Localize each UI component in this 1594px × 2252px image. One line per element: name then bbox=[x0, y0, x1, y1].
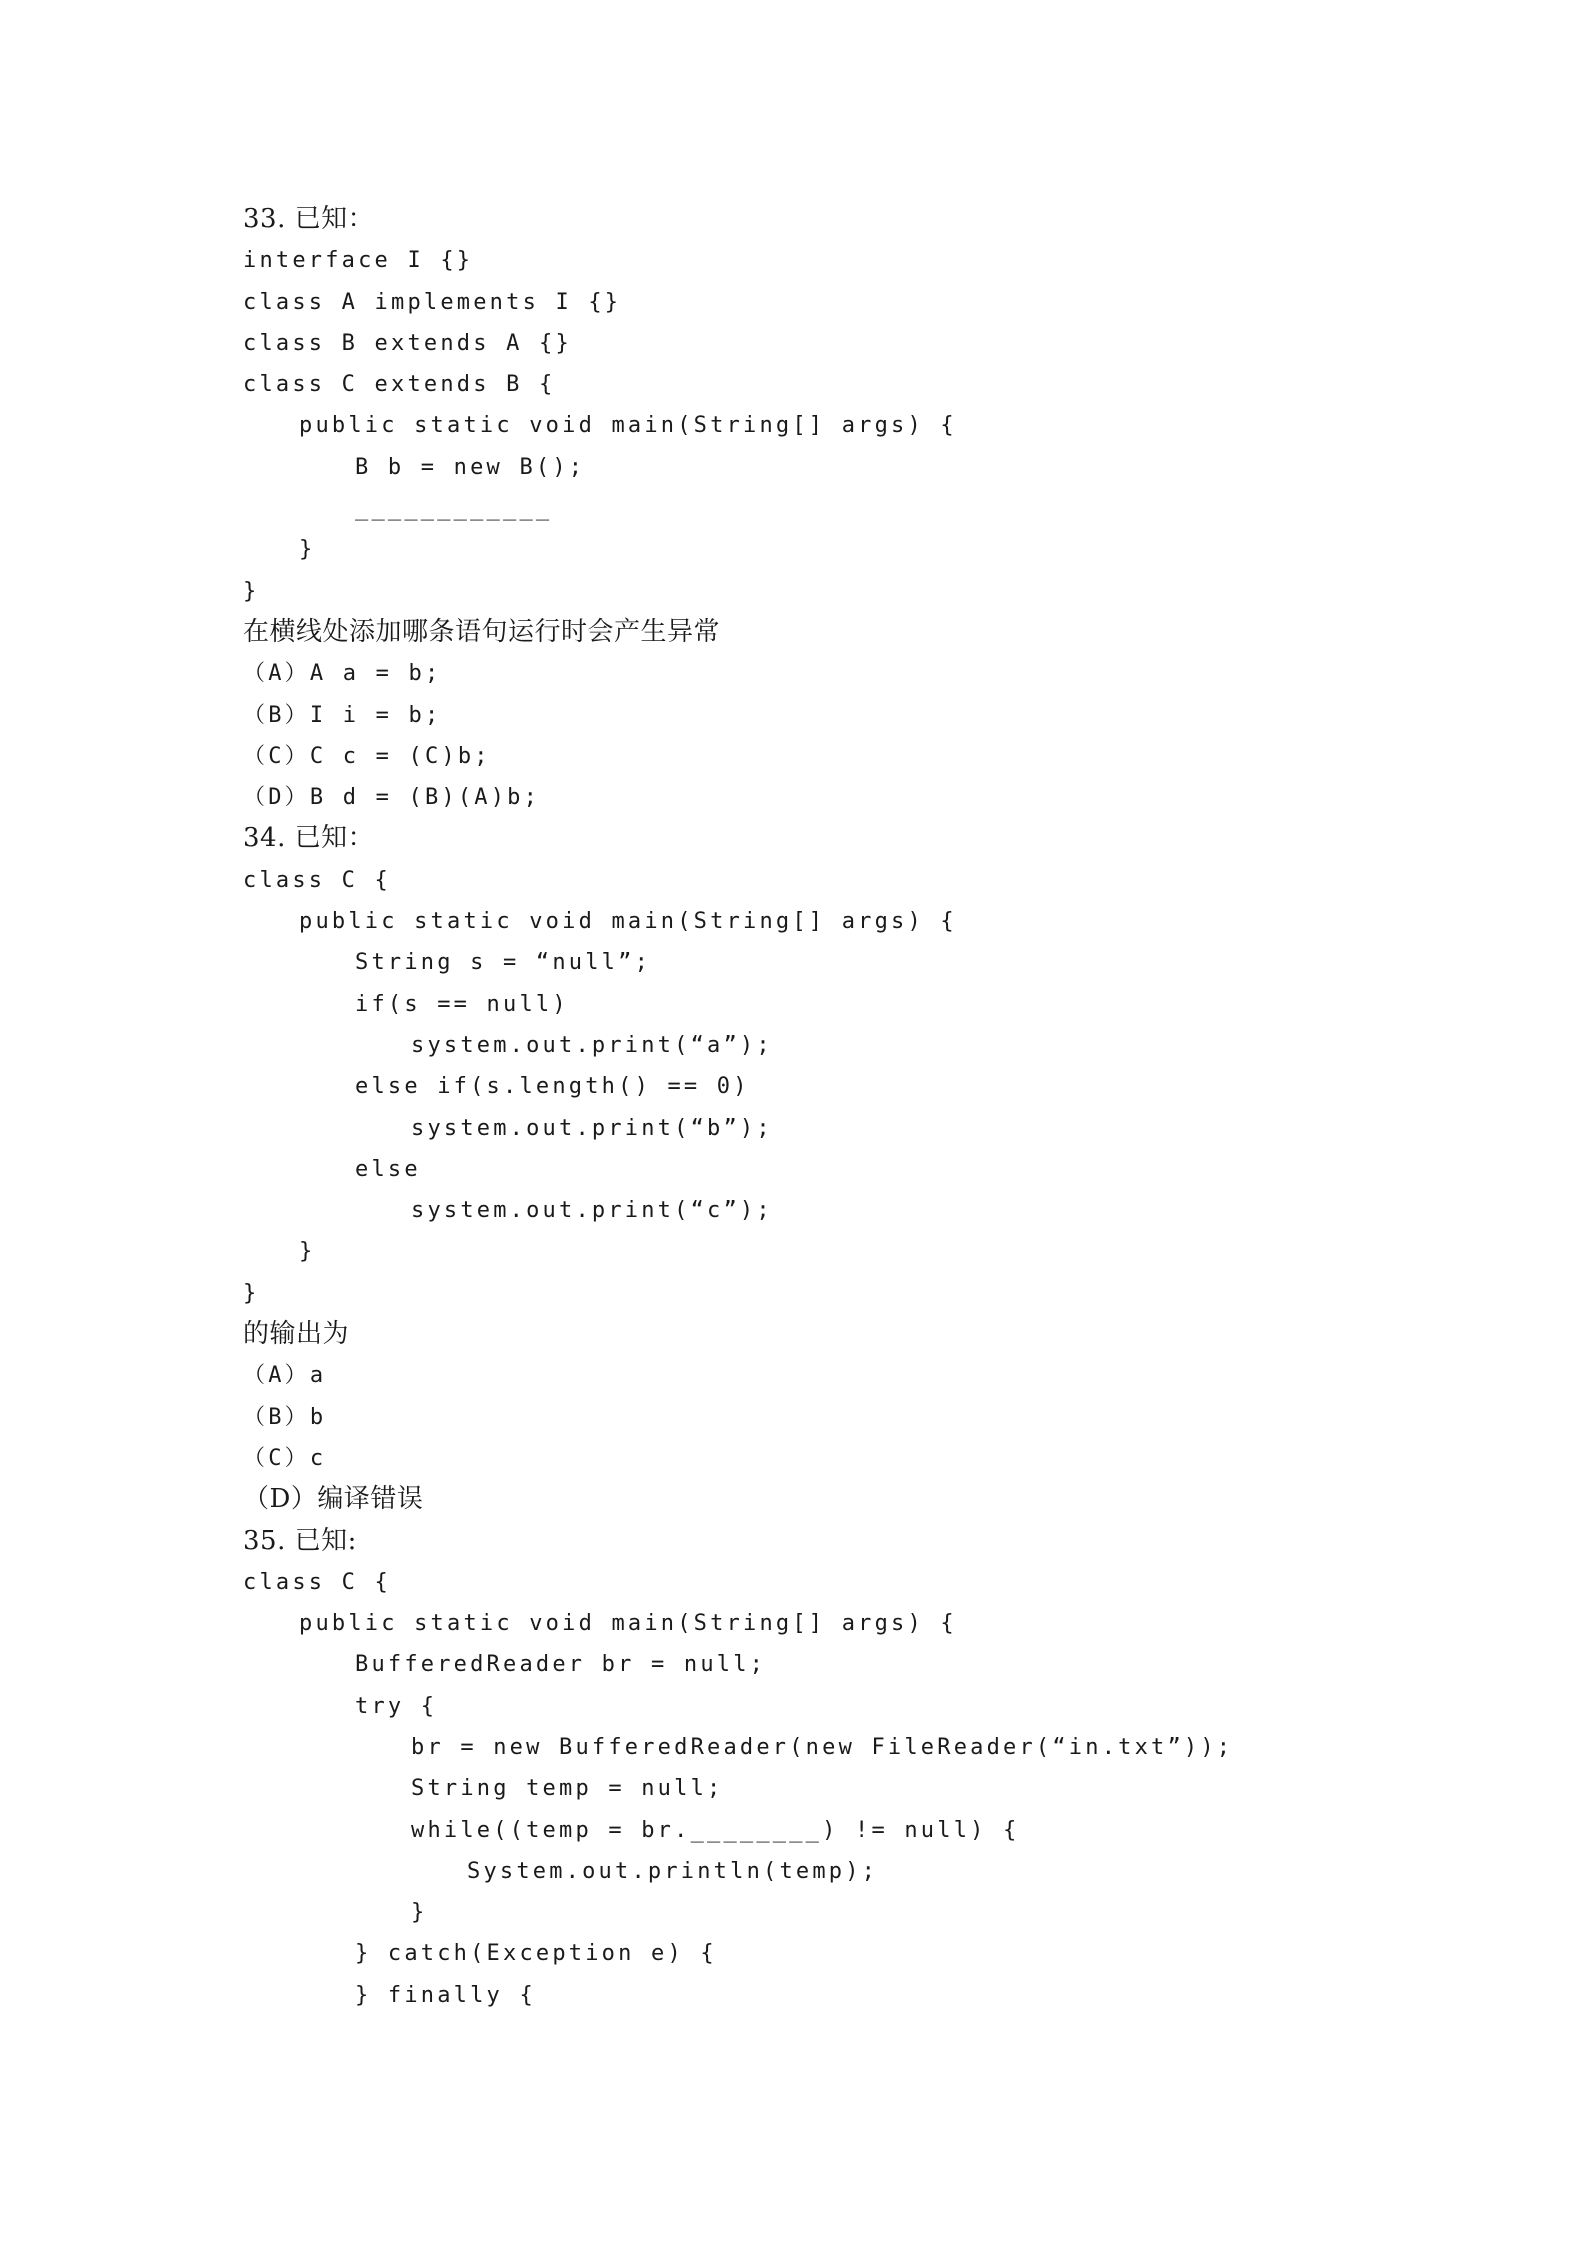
code-line: } bbox=[411, 1900, 428, 1926]
code-line: class A implements I {} bbox=[243, 289, 622, 315]
code-line: else bbox=[355, 1156, 421, 1182]
option-a: （A）A a = b; bbox=[243, 661, 442, 687]
code-line: B b = new B(); bbox=[355, 454, 586, 480]
code-line: system.out.print(“c”); bbox=[411, 1198, 773, 1224]
code-line: try { bbox=[355, 1693, 438, 1719]
document-content bbox=[243, 199, 1543, 2016]
code-line: String s = “null”; bbox=[355, 950, 652, 976]
code-line: System.out.println(temp); bbox=[467, 1858, 879, 1884]
option-d: （D）B d = (B)(A)b; bbox=[243, 785, 541, 811]
code-line: while((temp = br.________) != null) { bbox=[411, 1817, 1020, 1843]
code-line: if(s == null) bbox=[355, 991, 569, 1017]
question-35-header: 35. 已知: bbox=[243, 1525, 357, 1556]
code-line: } finally { bbox=[355, 1982, 536, 2008]
code-line: class C extends B { bbox=[243, 372, 556, 398]
code-line: public static void main(String[] args) { bbox=[299, 1611, 957, 1637]
code-line: system.out.print(“a”); bbox=[411, 1032, 773, 1058]
code-line: br = new BufferedReader(new FileReader(“in.txt”)); bbox=[411, 1734, 1234, 1760]
code-line: else if(s.length() == 0) bbox=[355, 1074, 750, 1100]
question-33-header: 33. 已知： bbox=[243, 204, 375, 234]
question-33-prompt: 在横线处添加哪条语句运行时会产生异常 bbox=[243, 616, 721, 647]
code-blank-line: ____________ bbox=[355, 496, 553, 522]
code-line: class B extends A {} bbox=[243, 330, 572, 356]
option-b: （B）I i = b; bbox=[243, 702, 442, 728]
code-line: public static void main(String[] args) { bbox=[299, 909, 957, 935]
code-line: interface I {} bbox=[243, 248, 474, 274]
code-line: } catch(Exception e) { bbox=[355, 1941, 717, 1967]
code-line: } bbox=[299, 537, 316, 563]
code-line: } bbox=[243, 1280, 260, 1306]
option-c: （C）c bbox=[243, 1445, 327, 1471]
code-line: system.out.print(“b”); bbox=[411, 1115, 773, 1141]
code-line: String temp = null; bbox=[411, 1776, 724, 1802]
question-34-prompt: 的输出为 bbox=[243, 1319, 350, 1350]
option-b: （B）b bbox=[243, 1404, 327, 1430]
code-line: BufferedReader br = null; bbox=[355, 1652, 767, 1678]
code-line: } bbox=[299, 1239, 316, 1265]
code-line: class C { bbox=[243, 867, 392, 893]
code-line: class C { bbox=[243, 1569, 392, 1595]
code-line: public static void main(String[] args) { bbox=[299, 413, 957, 439]
option-c: （C）C c = (C)b; bbox=[243, 743, 491, 769]
option-d: （D）编译错误 bbox=[243, 1484, 424, 1515]
question-34-header: 34. 已知： bbox=[243, 823, 375, 854]
code-line: } bbox=[243, 578, 260, 604]
option-a: （A）a bbox=[243, 1363, 327, 1389]
